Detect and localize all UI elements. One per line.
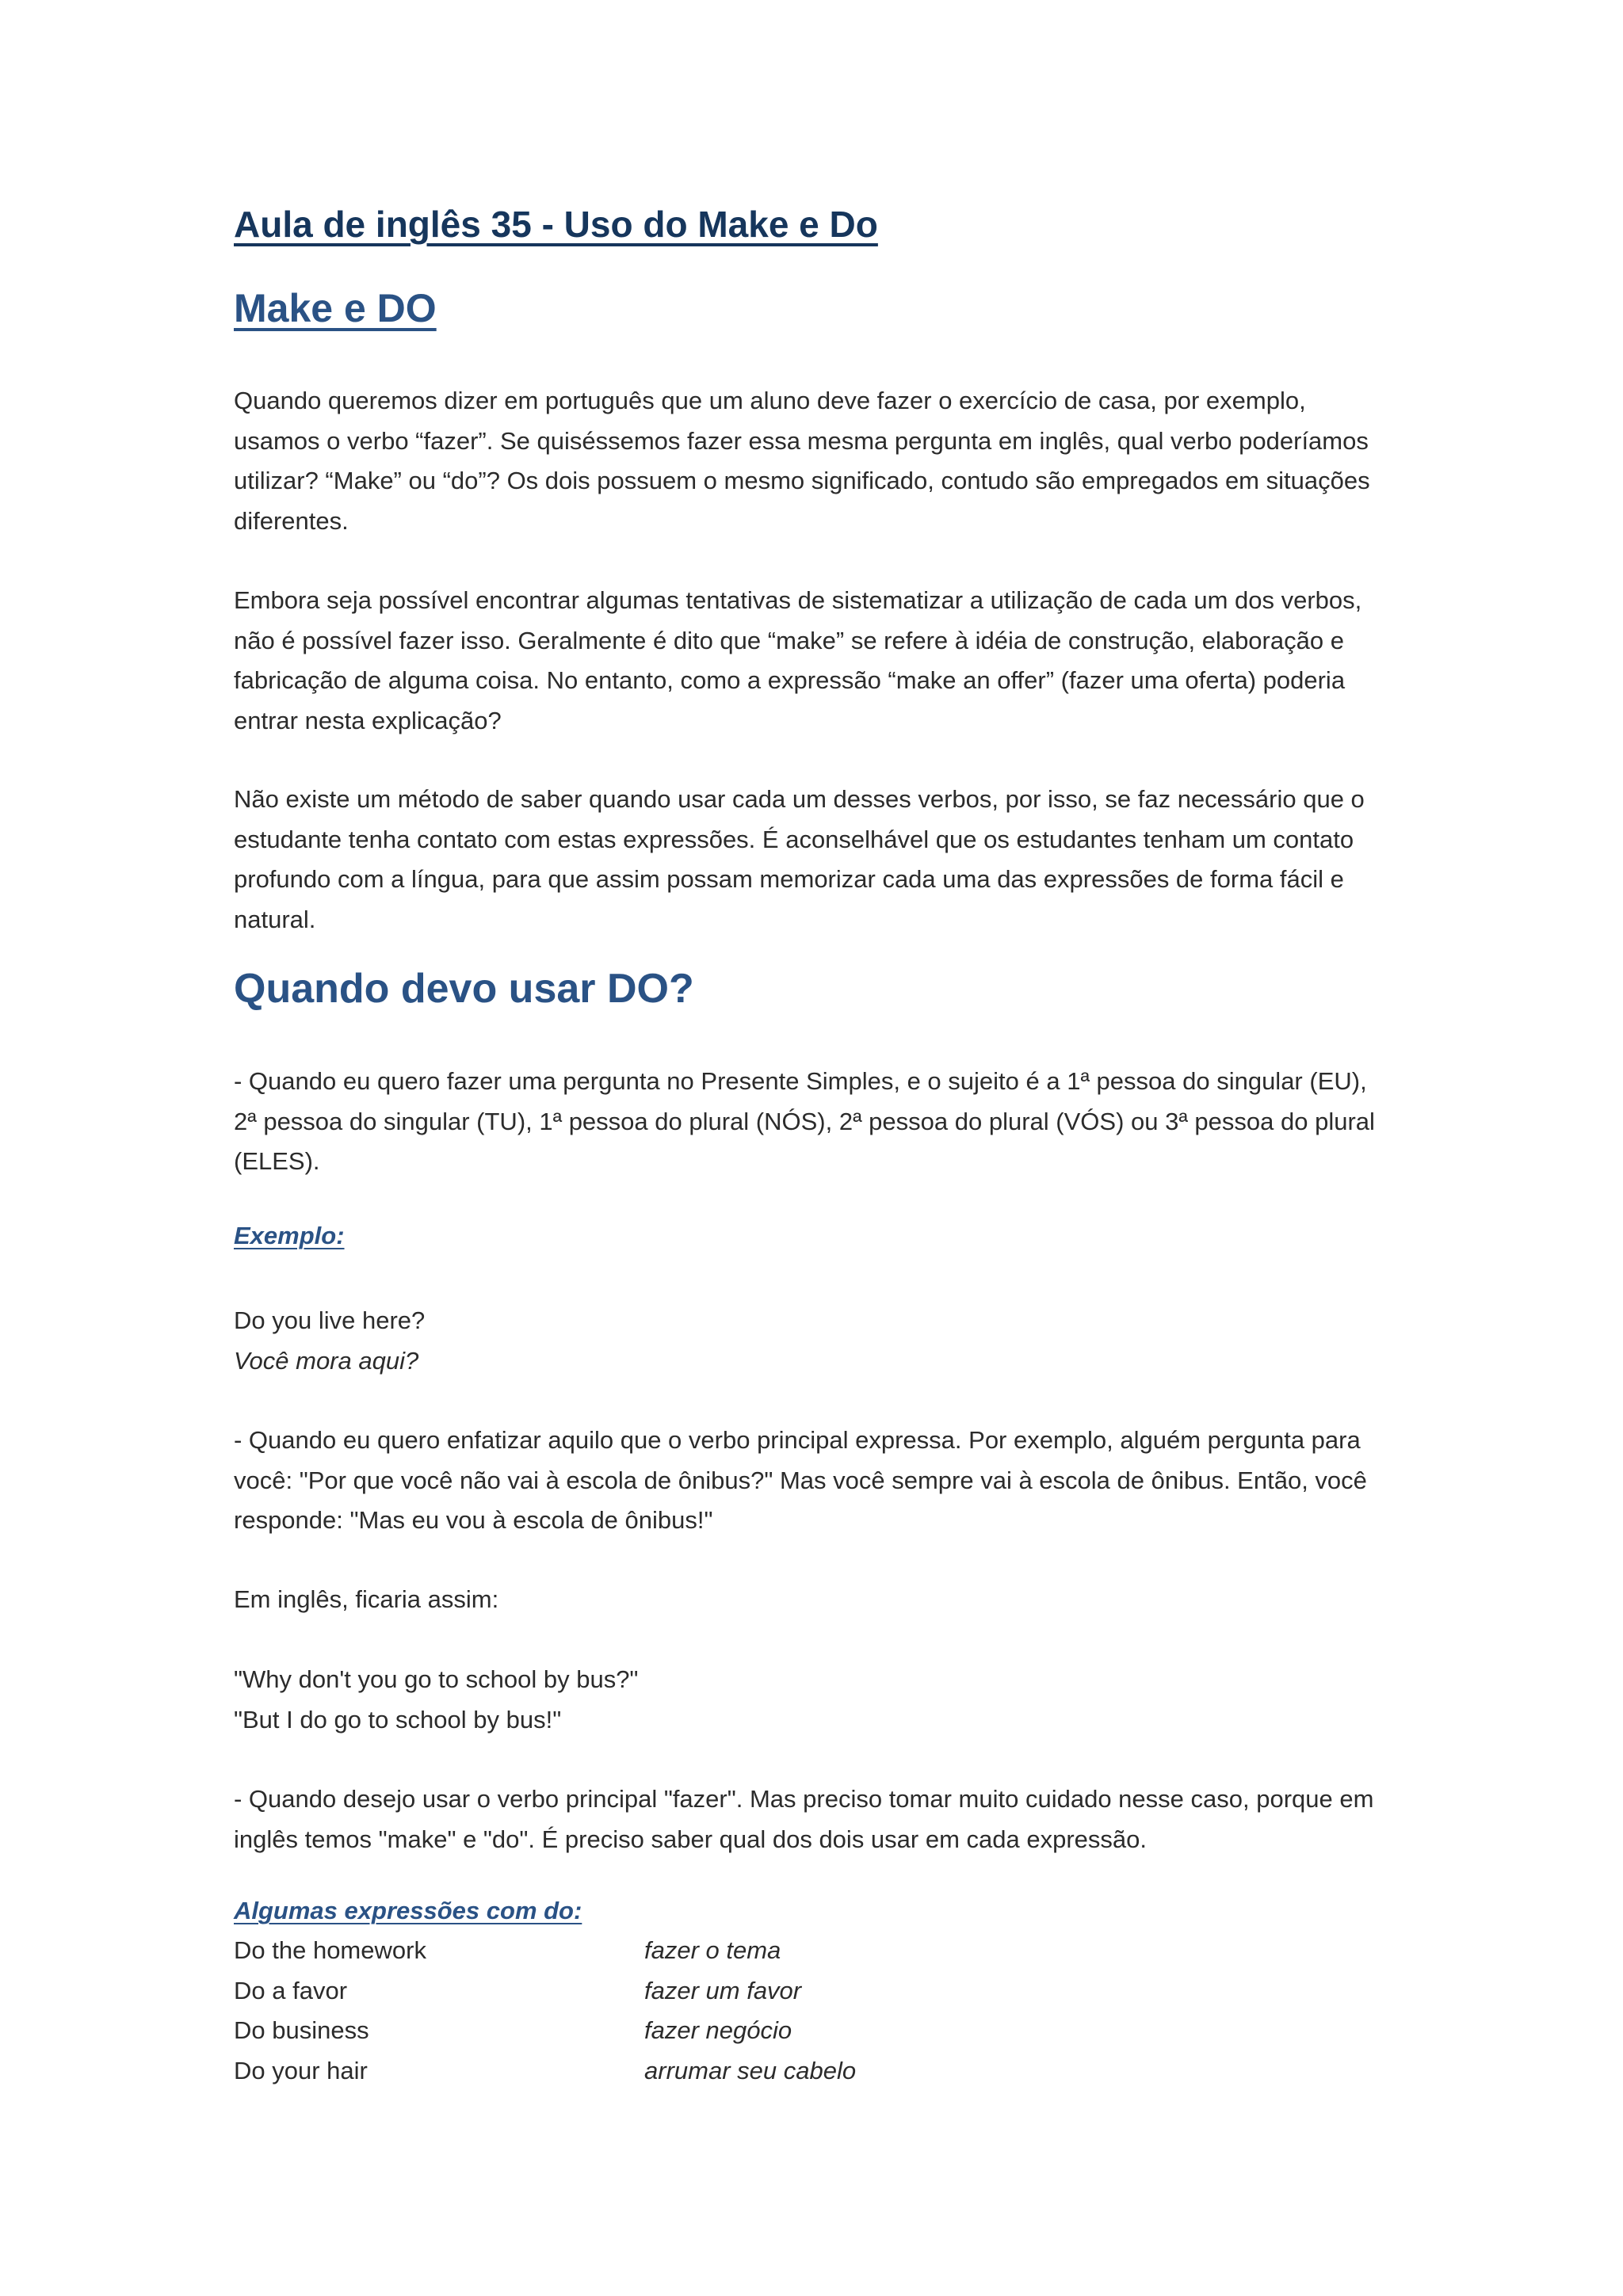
page-subtitle: Make e DO	[234, 286, 437, 330]
expression-portuguese: fazer negócio	[644, 2016, 792, 2044]
expression-portuguese: arrumar seu cabelo	[644, 2056, 857, 2084]
expression-english: Do your hair	[234, 2056, 368, 2084]
text-line: 2ª pessoa do singular (TU), 1ª pessoa do plural (NÓS), 2ª pessoa do plural (VÓS) ou 3ª pessoa do plural	[234, 1107, 1375, 1135]
expression-row	[234, 1971, 856, 2012]
rule-1-paragraph	[234, 1062, 1391, 1182]
intro-paragraph-3	[234, 780, 1391, 940]
example-english: Do you live here?	[234, 1306, 426, 1334]
text-line: (ELES).	[234, 1147, 320, 1175]
text-line: responde: "Mas eu vou à escola de ônibus!"	[234, 1506, 713, 1534]
intro-paragraph-1	[234, 381, 1391, 541]
text-line: diferentes.	[234, 506, 349, 535]
text-line: entrar nesta explicação?	[234, 706, 502, 734]
expression-row	[234, 1931, 856, 1971]
section-heading-do: Quando devo usar DO?	[234, 966, 694, 1012]
text-line: estudante tenha contato com estas expressões. É aconselhável que os estudantes tenham um contato	[234, 825, 1354, 853]
rule-3-paragraph	[234, 1779, 1391, 1859]
text-line: - Quando eu quero fazer uma pergunta no Presente Simples, e o sujeito é a 1ª pessoa do singular (EU),	[234, 1067, 1367, 1095]
expression-portuguese: fazer um favor	[644, 1976, 802, 2004]
text-line: - Quando desejo usar o verbo principal "fazer". Mas preciso tomar muito cuidado nesse caso, porque em	[234, 1785, 1374, 1813]
text-line: Em inglês, ficaria assim:	[234, 1585, 499, 1613]
text-line: Não existe um método de saber quando usar cada um desses verbos, por isso, se faz necessário que o	[234, 785, 1365, 813]
dialogue-block	[234, 1660, 1391, 1740]
example-block	[234, 1301, 1391, 1381]
text-line: fabricação de alguma coisa. No entanto, como a expressão “make an offer” (fazer uma oferta) poderia	[234, 666, 1346, 694]
expression-english: Do business	[234, 2016, 369, 2044]
text-line: - Quando eu quero enfatizar aquilo que o verbo principal expressa. Por exemplo, alguém pergunta para	[234, 1426, 1361, 1454]
text-line: natural.	[234, 905, 316, 933]
expression-portuguese: fazer o tema	[644, 1936, 781, 1964]
text-line: profundo com a língua, para que assim possam memorizar cada uma das expressões de forma fácil e	[234, 865, 1344, 893]
dialogue-question: "Why don't you go to school by bus?"	[234, 1665, 639, 1693]
rule-2-paragraph	[234, 1421, 1391, 1541]
text-line: Embora seja possível encontrar algumas tentativas de sistematizar a utilização de cada um dos verbos,	[234, 586, 1362, 614]
text-line: utilizar? “Make” ou “do”? Os dois possuem o mesmo significado, contudo são empregados em situações	[234, 467, 1370, 494]
expressions-label: Algumas expressões com do:	[234, 1897, 582, 1924]
intro-paragraph-2	[234, 581, 1391, 741]
expression-row	[234, 2011, 856, 2051]
expression-english: Do the homework	[234, 1936, 426, 1964]
dialogue-answer: "But I do go to school by bus!"	[234, 1705, 562, 1733]
expression-row	[234, 2051, 856, 2092]
text-line: usamos o verbo “fazer”. Se quiséssemos fazer essa mesma pergunta em inglês, qual verbo poderíamos	[234, 426, 1369, 455]
expressions-table	[234, 1931, 856, 2091]
example-portuguese: Você mora aqui?	[234, 1346, 419, 1375]
in-english-intro	[234, 1580, 1391, 1620]
page-title: Aula de inglês 35 - Uso do Make e Do	[234, 204, 878, 245]
example-label: Exemplo:	[234, 1222, 345, 1249]
text-line: inglês temos "make" e "do". É preciso saber qual dos dois usar em cada expressão.	[234, 1825, 1147, 1853]
text-line: Quando queremos dizer em português que um aluno deve fazer o exercício de casa, por exemplo,	[234, 387, 1306, 414]
expression-english: Do a favor	[234, 1976, 348, 2004]
text-line: você: "Por que você não vai à escola de ônibus?" Mas você sempre vai à escola de ônibus. Então, você	[234, 1466, 1367, 1494]
text-line: não é possível fazer isso. Geralmente é dito que “make” se refere à idéia de construção, elaboração e	[234, 626, 1344, 654]
